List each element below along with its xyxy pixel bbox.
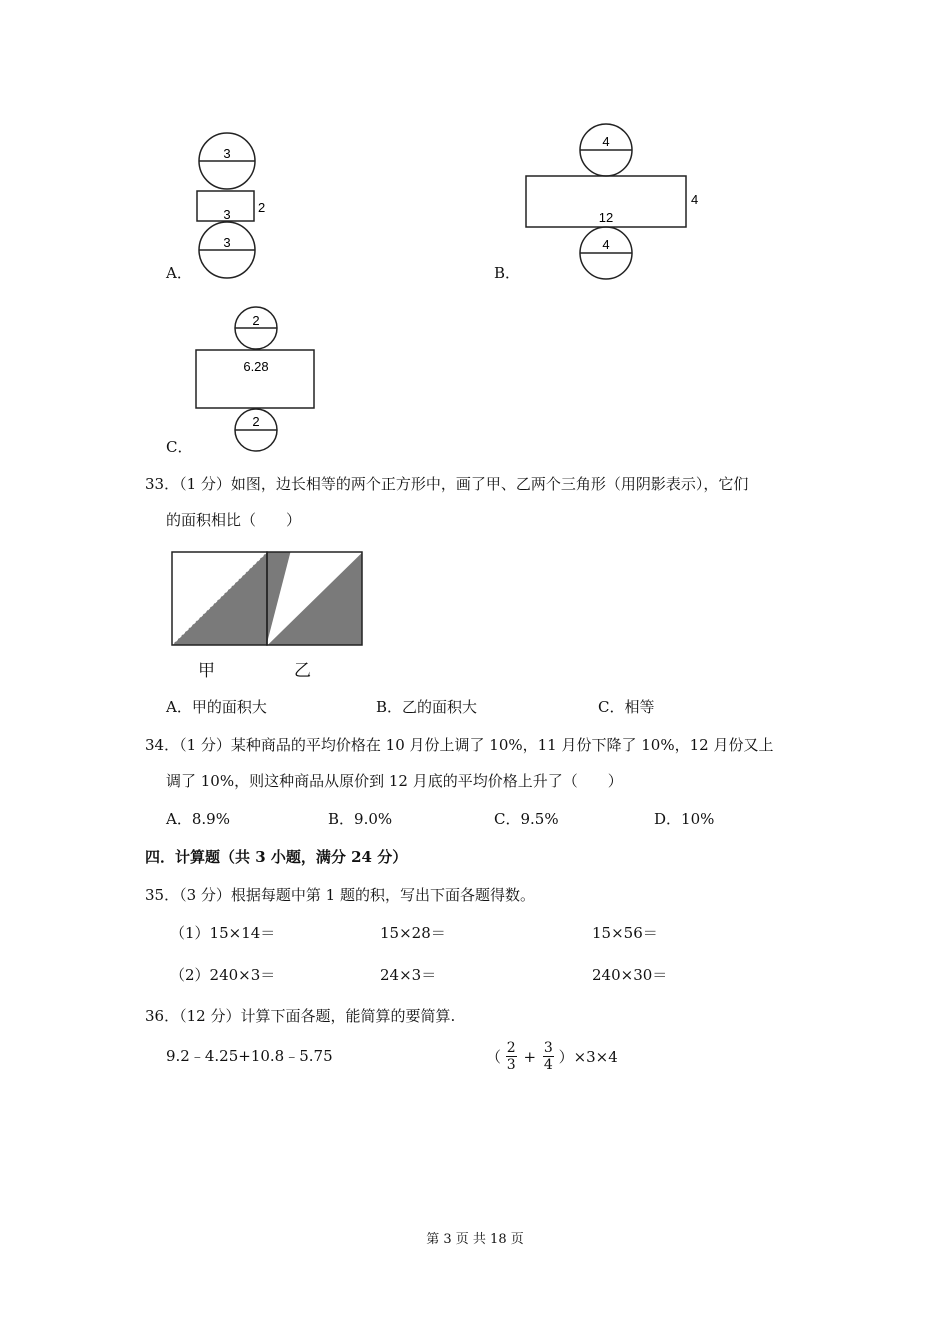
figure-b-cylinder-net [520, 122, 710, 282]
q34-text-line2: 调了 10%，则这种商品从原价到 12 月底的平均价格上升了（ ） [166, 772, 623, 790]
q36-text-line1: 36．（12 分）计算下面各题，能简算的要简算. [145, 1007, 456, 1025]
fig-c-rect-top-label: 6.28 [243, 359, 269, 374]
q33-text-line1: 33．（1 分）如图，边长相等的两个正方形中，画了甲、乙两个三角形（用阴影表示），它们 [145, 475, 749, 493]
fig-a-circle-top-label: 3 [223, 146, 231, 161]
q34-option-a: A．8.9% [166, 810, 230, 828]
q35-row2-item1: （2）240×3＝ [170, 966, 276, 984]
q33-text-line2: 的面积相比（ ） [166, 511, 302, 529]
q33-option-c: C．相等 [598, 698, 655, 716]
q35-row1-item1: （1）15×14＝ [170, 924, 276, 942]
fig-a-circle-bottom-label: 3 [223, 235, 231, 250]
q34-option-d: D．10% [654, 810, 715, 828]
frac1-denominator: 3 [506, 1057, 516, 1073]
page-footer: 第 3 页 共 18 页 [426, 1232, 524, 1247]
q36-expression-2 [486, 1040, 618, 1073]
expr2-open-paren: （ [486, 1048, 502, 1066]
fig-b-rect-bottom-label: 12 [598, 210, 614, 225]
option-a-label: A． [166, 264, 192, 282]
expr2-plus: + [523, 1047, 537, 1066]
q33-squares-figure [170, 550, 366, 650]
fig-b-circle-top-label: 4 [602, 134, 610, 149]
q35-row1-item2: 15×28＝ [380, 924, 446, 942]
fig-c-circle-bottom-label: 2 [252, 414, 260, 429]
q33-option-a: A．甲的面积大 [166, 698, 267, 716]
fig-c-circle-top-label: 2 [252, 313, 260, 328]
figure-a-cylinder-net [190, 128, 280, 280]
fraction-two-thirds [506, 1040, 517, 1073]
label-jia: 甲 [198, 661, 215, 681]
q33-option-b: B．乙的面积大 [376, 698, 478, 716]
q35-row1-item3: 15×56＝ [592, 924, 658, 942]
option-c-label: C． [166, 438, 193, 456]
fig-b-rect-side-label: 4 [691, 192, 699, 207]
option-b-label: B． [494, 264, 521, 282]
fraction-three-fourths [543, 1040, 554, 1073]
fig-b-circle-bottom-label: 4 [602, 237, 610, 252]
expr2-close: ）×3×4 [558, 1048, 618, 1066]
q36-expression-1: 9.2﹣4.25+10.8﹣5.75 [166, 1047, 333, 1065]
section-4-heading: 四．计算题（共 3 小题，满分 24 分） [145, 848, 408, 866]
frac1-numerator: 2 [506, 1040, 516, 1056]
q35-text-line1: 35．（3 分）根据每题中第 1 题的积，写出下面各题得数。 [145, 886, 535, 904]
q34-option-b: B．9.0% [328, 810, 393, 828]
q35-row2-item2: 24×3＝ [380, 966, 437, 984]
fig-a-rect-bottom-label: 3 [223, 207, 231, 222]
label-yi: 乙 [294, 661, 311, 681]
q35-row2-item3: 240×30＝ [592, 966, 668, 984]
frac2-denominator: 4 [543, 1057, 553, 1073]
frac2-numerator: 3 [543, 1040, 553, 1056]
q34-option-c: C．9.5% [494, 810, 559, 828]
figure-c-cylinder-net [192, 305, 322, 455]
fig-a-rect-side-label: 2 [258, 200, 266, 215]
q34-text-line1: 34．（1 分）某种商品的平均价格在 10 月份上调了 10%，11 月份下降了 10%，12 月份又上 [145, 736, 774, 754]
